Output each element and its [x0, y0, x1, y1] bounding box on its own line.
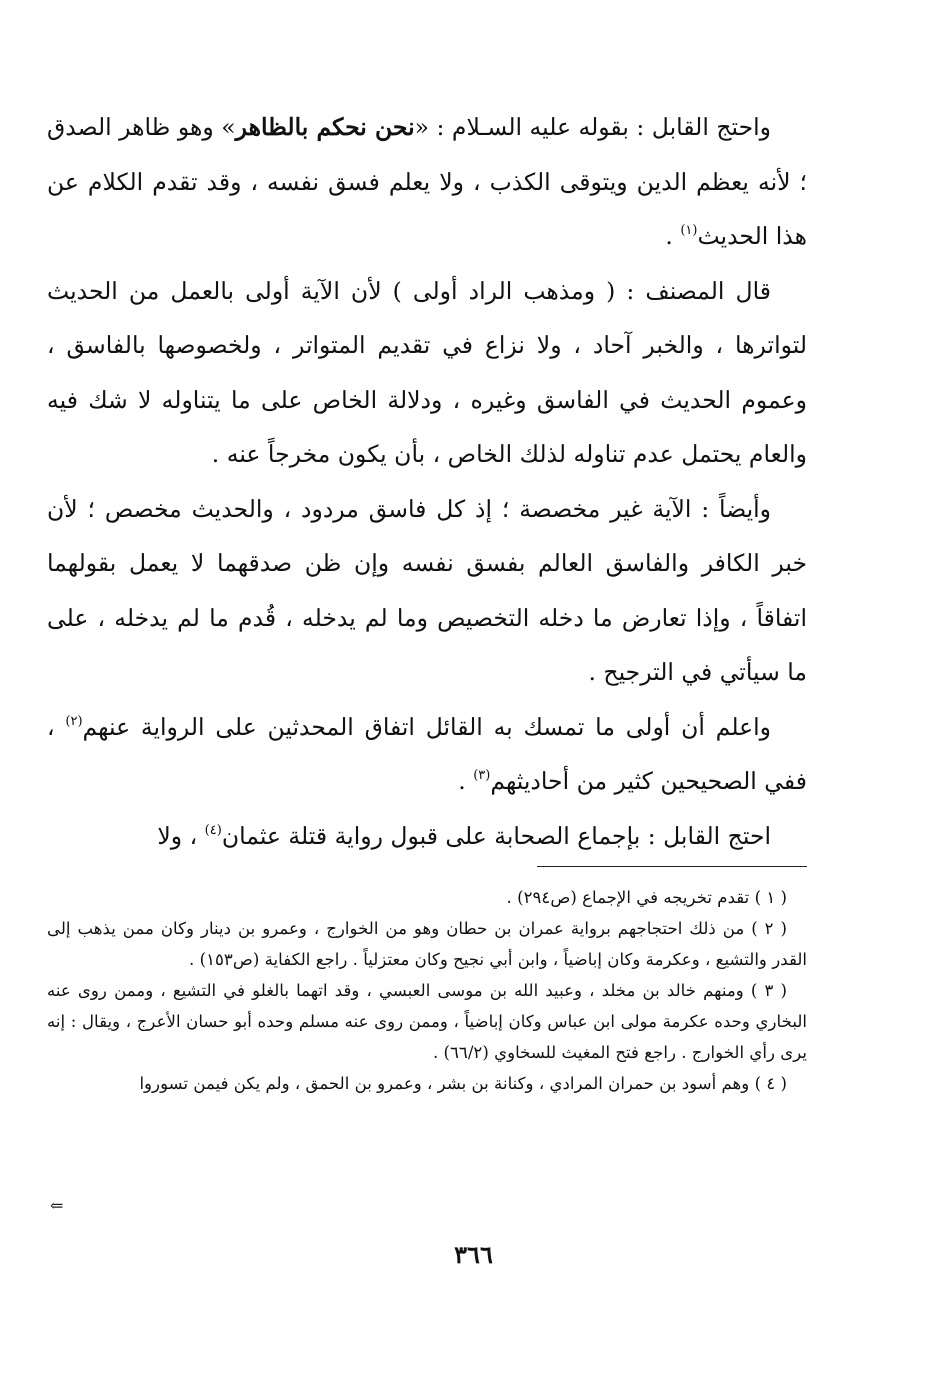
- page-number: ٣٦٦: [454, 1240, 493, 1269]
- footnote-divider: [537, 866, 807, 867]
- footnote-1: ( ١ ) تقدم تخريجه في الإجماع (ص٢٩٤) .: [506, 888, 787, 907]
- footnote-2: ( ٢ ) من ذلك احتجاجهم برواية عمران بن حطان وهو من الخوارج ، وعمرو بن دينار وكان ممن يذهب إلى القدر والتشيع ، وعكرمة وكان إباضياً ، وابن أبي نجيح وكان معتزلياً . راجع الكفاية (ص١٥٣) .: [47, 919, 807, 969]
- paragraph-1: [47, 100, 807, 264]
- footnotes: [47, 882, 807, 1099]
- paragraph-5-start: احتج القابل : بإجماع الصحابة على قبول رواية قتلة عثمان: [221, 821, 771, 850]
- continuation-arrow-icon: ⇐: [50, 1196, 64, 1215]
- hadith-quote: نحن نحكم بالظاهر: [235, 113, 415, 141]
- footnote-ref-4: (٤): [204, 822, 222, 838]
- paragraph-4-end: .: [458, 767, 474, 795]
- footnote-4: ( ٤ ) وهم أسود بن حمران المرادي ، وكنانة بن بشر ، وعمرو بن الحمق ، ولم يكن فيمن تسوروا: [139, 1074, 787, 1093]
- paragraph-5-end: ، ولا: [157, 821, 205, 850]
- paragraph-4-rest: ، ففي الصحيحين كثير من أحاديثهم: [47, 712, 807, 795]
- paragraph-3: وأيضاً : الآية غير مخصصة ؛ إذ كل فاسق مردود ، والحديث مخصص ؛ لأن خبر الكافر والفاسق العالم بفسق نفسه وإن ظن صدقهما لا يعمل بقولهما اتفاقاً ، وإذا تعارض ما دخله التخصيص وما لم يدخله ، قُدم ما لم يدخله ، على ما سيأتي في الترجيح .: [47, 494, 807, 686]
- footnote-ref-1: (١): [680, 223, 698, 238]
- main-text: [47, 100, 807, 863]
- footnote-ref-3: (٣): [473, 768, 491, 783]
- paragraph-1-start: واحتج القابل : بقوله عليه السـلام : «: [414, 113, 772, 141]
- footnote-3: ( ٣ ) ومنهم خالد بن مخلد ، وعبيد الله بن موسى العبسي ، وقد اتهما بالغلو في التشيع ، وممن روى عنه البخاري وحده عكرمة مولى ابن عباس وكان إباضياً ، وممن روى عنه مسلم وحده أبو حسان الأعرج ، ويقال : إنه يرى رأي الخوارج . راجع فتح المغيث للسخاوي (٦٦/٢) .: [47, 981, 807, 1062]
- paragraph-2: قال المصنف : ( ومذهب الراد أولى ) لأن الآية أولى بالعمل من الحديث لتواترها ، والخبر آحاد ، ولا نزاع في تقديم المتواتر ، ولخصوصها بالفاسق ، وعموم الحديث في الفاسق وغيره ، ودلالة الخاص على ما يتناوله لا شك فيه والعام يحتمل عدم تناوله لذلك الخاص ، بأن يكون مخرجاً عنه .: [47, 276, 807, 468]
- paragraph-1-rest: » وهو ظاهر الصدق ؛ لأنه يعظم الدين ويتوقى الكذب ، ولا يعلم فسق نفسه ، وقد تقدم الكلام عن هذا الحديث: [47, 113, 807, 250]
- paragraph-5: [47, 809, 807, 864]
- footnote-ref-2: (٢): [65, 713, 83, 729]
- paragraph-4-start: واعلم أن أولى ما تمسك به القائل اتفاق المحدثين على الرواية عنهم: [82, 712, 771, 741]
- paragraph-4: [47, 700, 807, 809]
- paragraph-1-end: .: [665, 222, 681, 250]
